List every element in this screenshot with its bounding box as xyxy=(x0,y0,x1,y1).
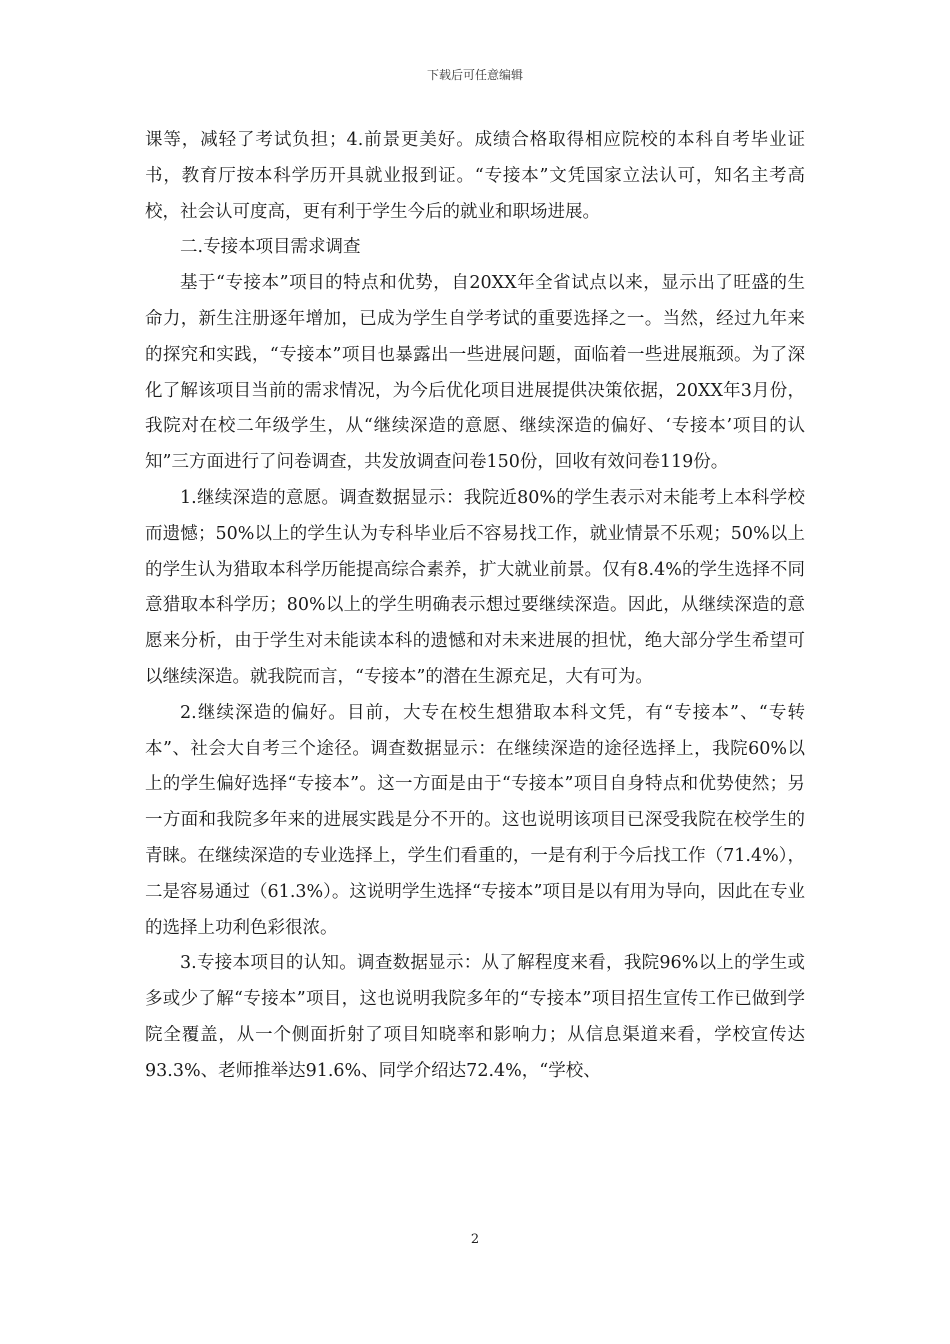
paragraph-continuation: 课等，减轻了考试负担；4.前景更美好。成绩合格取得相应院校的本科自考毕业证书，教育厅按本科学历开具就业报到证。“专接本”文凭国家立法认可，知名主考高校，社会认可度高，更有利于学生今后的就业和职场进展。 xyxy=(145,130,805,222)
paragraph-intro: 基于“专接本”项目的特点和优势，自20XX年全省试点以来，显示出了旺盛的生命力，新生注册逐年增加，已成为学生自学考试的重要选择之一。当然，经过九年来的探究和实践，“专接本”项目也暴露出一些进展问题，面临着一些进展瓶颈。为了深化了解该项目当前的需求情况，为今后优化项目进展提供决策依据，20XX年3月份，我院对在校二年级学生，从“继续深造的意愿、继续深造的偏好、‘专接本’项目的认知”三方面进行了问卷调查，共发放调查问卷150份，回收有效问卷119份。 xyxy=(145,273,805,473)
document-body xyxy=(145,123,805,1090)
paragraph-cognition: 3.专接本项目的认知。调查数据显示：从了解程度来看，我院96%以上的学生或多或少了解“专接本”项目，这也说明我院多年的“专接本”项目招生宣传工作已做到学院全覆盖，从一个侧面折射了项目知晓率和影响力；从信息渠道来看，学校宣传达93.3%、老师推举达91.6%、同学介绍达72.4%，“学校、 xyxy=(145,953,805,1081)
page-header: 下载后可任意编辑 xyxy=(426,68,523,82)
paragraph-preference: 2.继续深造的偏好。目前，大专在校生想猎取本科文凭，有“专接本”、“专转本”、社会大自考三个途径。调查数据显示：在继续深造的途径选择上，我院60%以上的学生偏好选择“专接本”。这一方面是由于“专接本”项目自身特点和优势使然；另一方面和我院多年来的进展实践是分不开的。这也说明该项目已深受我院在校学生的青睐。在继续深造的专业选择上，学生们看重的，一是有利于今后找工作（71.4%），二是容易通过（61.3%）。这说明学生选择“专接本”项目是以有用为导向，因此在专业的选择上功利色彩很浓。 xyxy=(145,702,805,938)
page-number: 2 xyxy=(470,1232,480,1247)
paragraph-willingness: 1.继续深造的意愿。调查数据显示：我院近80%的学生表示对未能考上本科学校而遗憾；50%以上的学生认为专科毕业后不容易找工作，就业情景不乐观；50%以上的学生认为猎取本科学历能提高综合素养，扩大就业前景。仅有8.4%的学生选择不同意猎取本科学历；80%以上的学生明确表示想过要继续深造。因此，从继续深造的意愿来分析，由于学生对未能读本科的遗憾和对未来进展的担忧，绝大部分学生希望可以继续深造。就我院而言，“专接本”的潜在生源充足，大有可为。 xyxy=(145,487,805,687)
section-heading: 二.专接本项目需求调查 xyxy=(180,237,361,258)
